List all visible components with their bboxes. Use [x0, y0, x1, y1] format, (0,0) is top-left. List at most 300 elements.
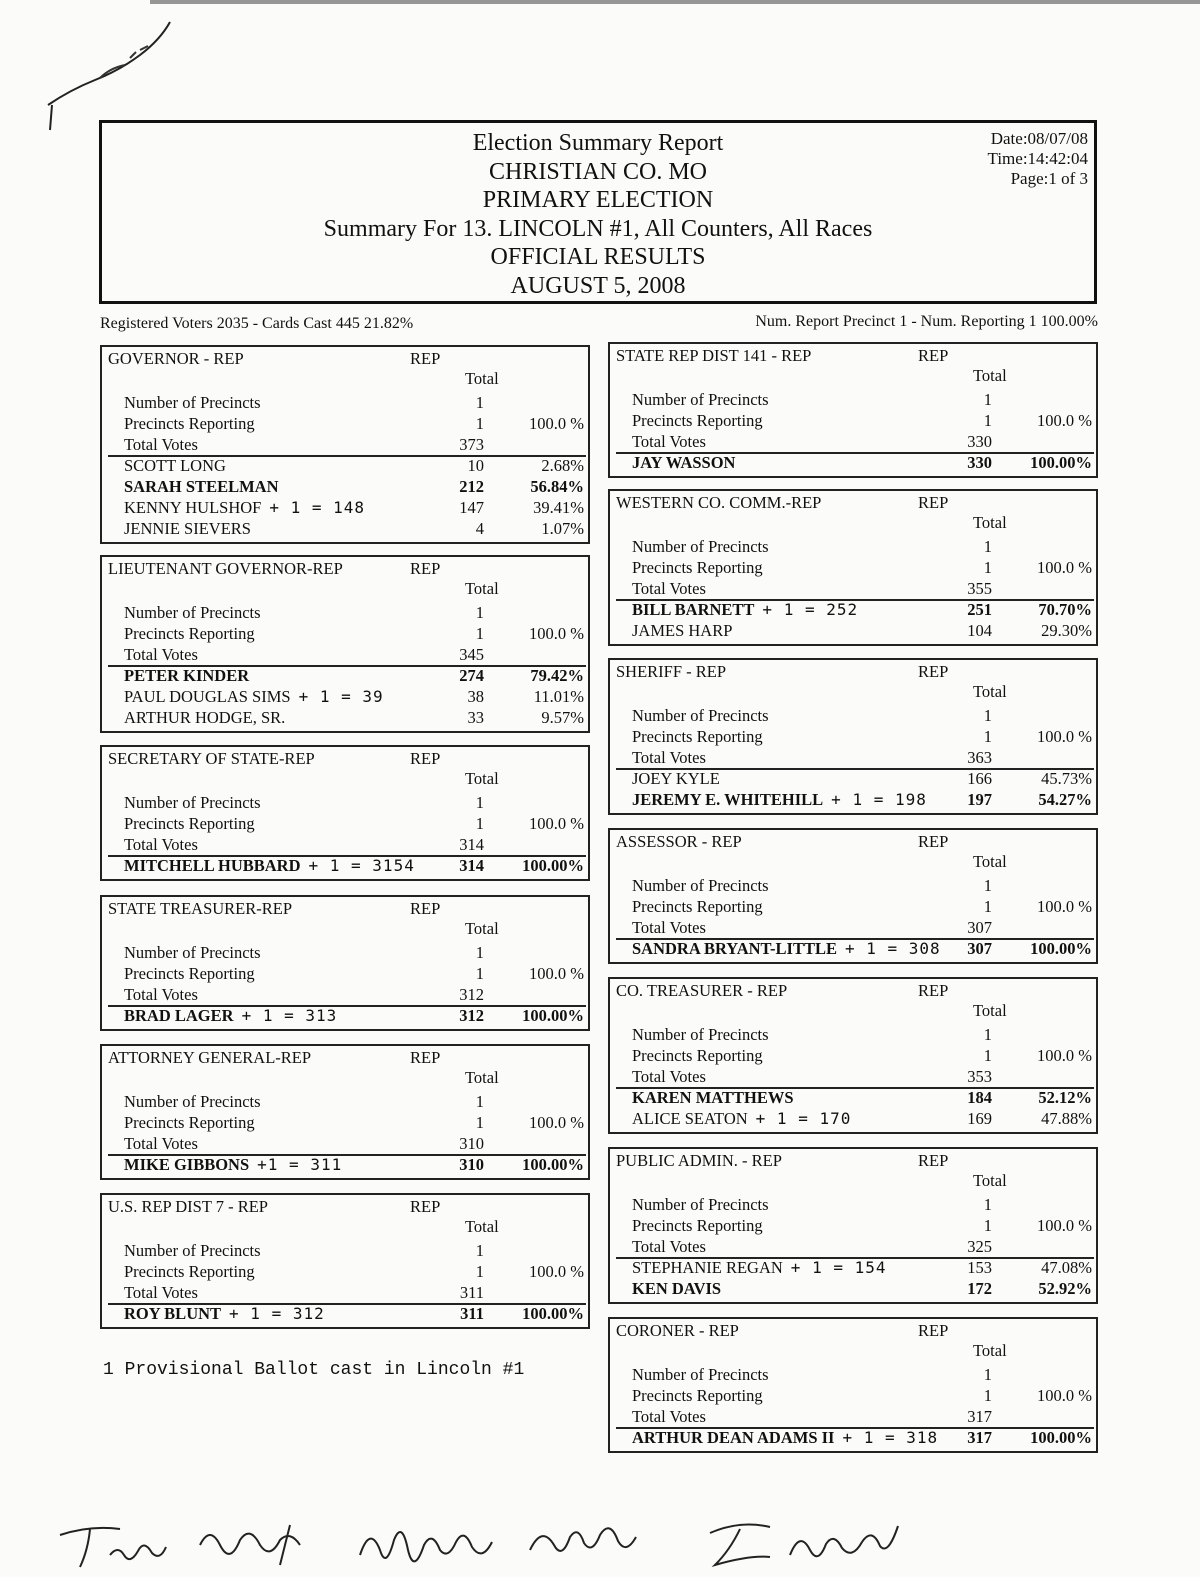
row-label: Number of Precincts	[632, 1195, 769, 1214]
report-meta	[988, 129, 1088, 189]
row-value: 1	[983, 1386, 992, 1405]
summary-scope: Summary For 13. LINCOLN #1, All Counters, All Races	[323, 215, 873, 242]
header-title-block	[102, 129, 1094, 300]
candidate-name: ARTHUR DEAN ADAMS II	[632, 1428, 835, 1447]
race-title: SECRETARY OF STATE-REP	[108, 749, 315, 768]
total-column-header: Total	[465, 919, 499, 938]
results-status: OFFICIAL RESULTS	[490, 244, 706, 270]
candidate-percent: 100.00%	[1030, 939, 1092, 958]
race-box	[608, 342, 1098, 478]
precincts-reporting-row	[102, 964, 588, 985]
candidate-row	[610, 600, 1096, 621]
handwritten-adjustment: + 1 = 312	[229, 1304, 325, 1323]
row-percent: 100.0 %	[1037, 727, 1092, 746]
race-box	[608, 658, 1098, 815]
candidate-votes: 33	[467, 708, 484, 727]
number-of-precincts-row	[102, 393, 588, 414]
row-label: Number of Precincts	[124, 943, 261, 962]
total-column-header: Total	[465, 1068, 499, 1087]
race-box	[100, 1044, 590, 1180]
row-label: Precincts Reporting	[124, 814, 255, 833]
race-title: CORONER - REP	[616, 1321, 739, 1340]
candidate-name: JAY WASSON	[632, 453, 736, 472]
row-label: Number of Precincts	[124, 793, 261, 812]
row-label: Total Votes	[632, 1067, 706, 1086]
number-of-precincts-row	[610, 537, 1096, 558]
row-value: 1	[475, 603, 484, 622]
candidate-votes: 38	[467, 687, 484, 706]
row-label: Total Votes	[124, 985, 198, 1004]
row-value: 317	[967, 1407, 992, 1426]
candidate-percent: 39.41%	[533, 498, 584, 517]
total-votes-row	[610, 918, 1096, 939]
precincts-reporting-row	[610, 411, 1096, 432]
race-box	[608, 977, 1098, 1134]
row-value: 1	[475, 1113, 484, 1132]
precincts-reporting-row	[102, 624, 588, 645]
candidate-votes: 4	[475, 519, 484, 538]
total-votes-row	[610, 432, 1096, 453]
total-votes-row	[610, 1407, 1096, 1428]
report-date: Date:08/07/08	[990, 129, 1088, 148]
row-percent: 100.0 %	[1037, 1386, 1092, 1405]
race-box	[608, 1317, 1098, 1453]
candidate-label	[124, 708, 285, 728]
candidate-label	[632, 939, 941, 959]
race-party: REP	[918, 832, 949, 851]
candidate-name: JEREMY E. WHITEHILL	[632, 790, 824, 809]
race-box	[608, 1147, 1098, 1304]
race-title: PUBLIC ADMIN. - REP	[616, 1151, 782, 1170]
candidate-name: BRAD LAGER	[124, 1006, 234, 1025]
race-title: STATE REP DIST 141 - REP	[616, 346, 812, 365]
total-column-header: Total	[465, 579, 499, 598]
candidate-label	[124, 519, 251, 539]
candidate-votes: 251	[967, 600, 992, 619]
row-value: 330	[967, 432, 992, 451]
provisional-note: 1 Provisional Ballot cast in Lincoln #1	[103, 1360, 525, 1380]
candidate-name: BILL BARNETT	[632, 600, 755, 619]
candidate-name: ARTHUR HODGE, SR.	[124, 708, 286, 727]
number-of-precincts-row	[102, 1241, 588, 1262]
candidate-label	[124, 687, 384, 707]
candidate-percent: 56.84%	[530, 477, 584, 496]
candidate-row	[610, 621, 1096, 642]
total-votes-row	[102, 645, 588, 666]
row-label: Total Votes	[632, 1407, 706, 1426]
candidate-name: PETER KINDER	[124, 666, 250, 685]
row-label: Total Votes	[632, 748, 706, 767]
row-label: Total Votes	[632, 1237, 706, 1256]
race-title: WESTERN CO. COMM.-REP	[616, 493, 822, 512]
handwritten-adjustment: + 1 = 318	[842, 1428, 939, 1447]
row-value: 1	[475, 793, 484, 812]
race-box	[100, 895, 590, 1031]
candidate-row	[102, 856, 588, 877]
total-column-header: Total	[973, 1341, 1007, 1360]
candidate-percent: 9.57%	[541, 708, 584, 727]
total-votes-row	[102, 1134, 588, 1155]
total-column-header: Total	[465, 769, 499, 788]
row-value: 1	[475, 1092, 484, 1111]
number-of-precincts-row	[610, 876, 1096, 897]
election-type: PRIMARY ELECTION	[482, 187, 714, 213]
row-value: 1	[475, 814, 484, 833]
row-value: 373	[459, 435, 484, 454]
handwritten-adjustment: + 1 = 308	[844, 939, 941, 958]
race-party: REP	[918, 1151, 949, 1170]
candidate-row	[610, 939, 1096, 960]
total-column-header: Total	[973, 366, 1007, 385]
candidate-percent: 100.00%	[522, 856, 584, 875]
row-label: Total Votes	[632, 918, 706, 937]
candidate-label	[632, 769, 720, 789]
candidate-row	[610, 1258, 1096, 1279]
candidate-name: STEPHANIE REGAN	[632, 1258, 783, 1277]
candidate-votes: 197	[967, 790, 992, 809]
race-party: REP	[918, 346, 949, 365]
precincts-reporting-row	[610, 897, 1096, 918]
precincts-reporting-row	[610, 727, 1096, 748]
race-party: REP	[410, 1048, 441, 1067]
precinct-reporting-line: Num. Report Precinct 1 - Num. Reporting 1 100.00%	[755, 313, 1098, 330]
number-of-precincts-row	[102, 793, 588, 814]
candidate-row	[610, 1088, 1096, 1109]
row-percent: 100.0 %	[1037, 1046, 1092, 1065]
candidate-name: PAUL DOUGLAS SIMS	[124, 687, 291, 706]
row-value: 363	[967, 748, 992, 767]
candidate-percent: 2.68%	[541, 456, 584, 475]
row-label: Number of Precincts	[124, 603, 261, 622]
race-box	[100, 555, 590, 733]
total-votes-row	[102, 985, 588, 1006]
candidate-name: SANDRA BRYANT-LITTLE	[632, 939, 837, 958]
row-label: Total Votes	[632, 432, 706, 451]
row-value: 1	[983, 390, 992, 409]
total-votes-row	[610, 1067, 1096, 1088]
candidate-label	[124, 1155, 342, 1175]
total-column-header: Total	[973, 1001, 1007, 1020]
precincts-reporting-row	[610, 1386, 1096, 1407]
row-value: 1	[983, 706, 992, 725]
number-of-precincts-row	[610, 706, 1096, 727]
handwritten-adjustment: + 1 = 148	[269, 498, 366, 517]
handwritten-adjustment: + 1 = 39	[298, 687, 384, 706]
row-value: 1	[475, 1262, 484, 1281]
candidate-label	[632, 1088, 794, 1108]
row-value: 1	[983, 1216, 992, 1235]
precincts-reporting-row	[102, 414, 588, 435]
precincts-reporting-row	[610, 1216, 1096, 1237]
candidate-name: KEN DAVIS	[632, 1279, 722, 1298]
candidate-row	[102, 498, 588, 519]
report-title: Election Summary Report	[472, 130, 724, 156]
total-votes-row	[102, 435, 588, 456]
total-votes-row	[610, 1237, 1096, 1258]
candidate-name: SARAH STEELMAN	[124, 477, 279, 496]
report-page: Page:1 of 3	[1010, 169, 1088, 188]
handwritten-adjustment: +1 = 311	[257, 1155, 343, 1174]
candidate-percent: 100.00%	[522, 1155, 584, 1174]
candidate-row	[610, 1428, 1096, 1449]
total-column-header: Total	[973, 1171, 1007, 1190]
race-party: REP	[918, 981, 949, 1000]
race-party: REP	[918, 1321, 949, 1340]
number-of-precincts-row	[610, 390, 1096, 411]
total-column-header: Total	[465, 1217, 499, 1236]
candidate-votes: 153	[967, 1258, 992, 1277]
candidate-votes: 307	[967, 939, 992, 958]
race-box	[100, 345, 590, 544]
handwritten-adjustment: + 1 = 252	[762, 600, 859, 619]
candidate-votes: 311	[460, 1304, 484, 1323]
candidate-row	[610, 1279, 1096, 1300]
candidate-label	[124, 666, 249, 686]
row-label: Precincts Reporting	[632, 558, 763, 577]
row-value: 1	[475, 624, 484, 643]
county-name: CHRISTIAN CO. MO	[488, 158, 707, 185]
row-label: Total Votes	[124, 435, 198, 454]
candidate-percent: 45.73%	[1041, 769, 1092, 788]
row-label: Number of Precincts	[632, 1365, 769, 1384]
race-box	[608, 489, 1098, 646]
report-header	[99, 120, 1097, 304]
candidate-percent: 70.70%	[1038, 600, 1092, 619]
row-value: 1	[475, 1241, 484, 1260]
candidate-row	[102, 687, 588, 708]
candidate-percent: 79.42%	[530, 666, 584, 685]
candidate-votes: 166	[967, 769, 992, 788]
candidate-name: KAREN MATTHEWS	[632, 1088, 794, 1107]
row-label: Precincts Reporting	[632, 897, 763, 916]
candidate-row	[102, 666, 588, 687]
candidate-name: MIKE GIBBONS	[124, 1155, 250, 1174]
candidate-name: ALICE SEATON	[632, 1109, 748, 1128]
candidate-name: JENNIE SIEVERS	[124, 519, 251, 538]
race-party: REP	[918, 662, 949, 681]
row-value: 1	[983, 558, 992, 577]
row-percent: 100.0 %	[1037, 897, 1092, 916]
number-of-precincts-row	[102, 603, 588, 624]
candidate-name: MITCHELL HUBBARD	[124, 856, 301, 875]
candidate-percent: 100.00%	[522, 1304, 584, 1323]
row-label: Number of Precincts	[632, 537, 769, 556]
row-label: Total Votes	[124, 1134, 198, 1153]
candidate-row	[102, 477, 588, 498]
handwritten-adjustment: + 1 = 313	[241, 1006, 338, 1025]
row-label: Precincts Reporting	[124, 964, 255, 983]
race-party: REP	[410, 899, 441, 918]
row-label: Precincts Reporting	[632, 727, 763, 746]
candidate-percent: 29.30%	[1041, 621, 1092, 640]
candidate-name: JOEY KYLE	[632, 769, 720, 788]
row-label: Total Votes	[124, 1283, 198, 1302]
candidate-label	[124, 456, 226, 476]
race-party: REP	[410, 349, 441, 368]
row-value: 307	[967, 918, 992, 937]
row-percent: 100.0 %	[529, 1113, 584, 1132]
row-value: 1	[983, 876, 992, 895]
race-box	[100, 745, 590, 881]
candidate-label	[632, 1428, 938, 1448]
candidate-row	[102, 708, 588, 729]
candidate-percent: 54.27%	[1038, 790, 1092, 809]
row-value: 345	[459, 645, 484, 664]
number-of-precincts-row	[610, 1025, 1096, 1046]
row-label: Number of Precincts	[632, 1025, 769, 1044]
precincts-reporting-row	[102, 1113, 588, 1134]
total-votes-row	[102, 1283, 588, 1304]
candidate-votes: 310	[459, 1155, 484, 1174]
row-value: 1	[983, 411, 992, 430]
race-title: U.S. REP DIST 7 - REP	[108, 1197, 268, 1216]
number-of-precincts-row	[102, 943, 588, 964]
row-value: 1	[983, 1365, 992, 1384]
race-title: STATE TREASURER-REP	[108, 899, 293, 918]
row-value: 353	[967, 1067, 992, 1086]
candidate-label	[124, 498, 365, 518]
candidate-name: JAMES HARP	[632, 621, 733, 640]
row-value: 311	[459, 1283, 484, 1302]
row-value: 1	[475, 393, 484, 412]
total-column-header: Total	[973, 513, 1007, 532]
candidate-votes: 317	[967, 1428, 992, 1447]
candidate-votes: 330	[967, 453, 992, 472]
candidate-percent: 52.92%	[1038, 1279, 1092, 1298]
row-label: Precincts Reporting	[632, 1046, 763, 1065]
candidate-votes: 184	[967, 1088, 992, 1107]
candidate-name: ROY BLUNT	[124, 1304, 222, 1323]
row-value: 325	[967, 1237, 992, 1256]
candidate-votes: 312	[459, 1006, 484, 1025]
candidate-label	[632, 1109, 851, 1129]
row-percent: 100.0 %	[529, 964, 584, 983]
precincts-reporting-row	[102, 1262, 588, 1283]
row-value: 1	[983, 1025, 992, 1044]
candidate-row	[610, 453, 1096, 474]
candidate-percent: 100.00%	[1030, 453, 1092, 472]
row-value: 312	[459, 985, 484, 1004]
total-column-header: Total	[973, 682, 1007, 701]
candidate-label	[632, 1279, 721, 1299]
race-party: REP	[410, 1197, 441, 1216]
race-party: REP	[918, 493, 949, 512]
total-votes-row	[610, 748, 1096, 769]
row-label: Total Votes	[124, 835, 198, 854]
candidate-votes: 10	[467, 456, 484, 475]
row-value: 314	[459, 835, 484, 854]
candidate-label	[632, 453, 735, 473]
candidate-votes: 104	[967, 621, 992, 640]
row-value: 1	[983, 897, 992, 916]
row-value: 1	[475, 964, 484, 983]
row-percent: 100.0 %	[1037, 411, 1092, 430]
race-box	[608, 828, 1098, 964]
handwritten-adjustment: + 1 = 3154	[308, 856, 415, 875]
row-label: Total Votes	[124, 645, 198, 664]
row-value: 355	[967, 579, 992, 598]
candidate-label	[632, 790, 927, 810]
candidate-percent: 47.08%	[1041, 1258, 1092, 1277]
row-percent: 100.0 %	[529, 1262, 584, 1281]
candidate-percent: 47.88%	[1041, 1109, 1092, 1128]
row-label: Precincts Reporting	[632, 1216, 763, 1235]
candidate-row	[610, 1109, 1096, 1130]
candidate-row	[610, 790, 1096, 811]
row-percent: 100.0 %	[1037, 1216, 1092, 1235]
number-of-precincts-row	[102, 1092, 588, 1113]
candidate-label	[632, 1258, 887, 1278]
judges-signatures	[50, 1515, 950, 1575]
row-label: Precincts Reporting	[632, 1386, 763, 1405]
race-party: REP	[410, 559, 441, 578]
row-value: 1	[475, 943, 484, 962]
candidate-votes: 274	[459, 666, 484, 685]
row-value: 310	[459, 1134, 484, 1153]
handwritten-adjustment: + 1 = 170	[755, 1109, 852, 1128]
candidate-row	[102, 1155, 588, 1176]
candidate-votes: 172	[967, 1279, 992, 1298]
race-title: GOVERNOR - REP	[108, 349, 244, 368]
candidate-name: SCOTT LONG	[124, 456, 226, 475]
registered-voters-line: Registered Voters 2035 - Cards Cast 445 21.82%	[100, 315, 414, 332]
row-label: Number of Precincts	[124, 1092, 261, 1111]
candidate-label	[124, 477, 279, 497]
candidate-name: KENNY HULSHOF	[124, 498, 262, 517]
candidate-label	[632, 600, 858, 620]
candidate-label	[124, 856, 415, 876]
total-votes-row	[610, 579, 1096, 600]
candidate-row	[102, 456, 588, 477]
precincts-reporting-row	[610, 558, 1096, 579]
row-label: Number of Precincts	[124, 393, 261, 412]
row-label: Number of Precincts	[632, 876, 769, 895]
row-label: Precincts Reporting	[632, 411, 763, 430]
race-title: CO. TREASURER - REP	[616, 981, 788, 1000]
candidate-votes: 314	[459, 856, 484, 875]
total-column-header: Total	[465, 369, 499, 388]
precincts-reporting-row	[102, 814, 588, 835]
handwritten-adjustment: + 1 = 154	[790, 1258, 887, 1277]
row-percent: 100.0 %	[529, 414, 584, 433]
candidate-row	[102, 1006, 588, 1027]
candidate-votes: 147	[459, 498, 484, 517]
row-percent: 100.0 %	[529, 624, 584, 643]
candidate-percent: 100.00%	[522, 1006, 584, 1025]
candidate-percent: 11.01%	[533, 687, 584, 706]
row-value: 1	[983, 1046, 992, 1065]
total-column-header: Total	[973, 852, 1007, 871]
row-percent: 100.0 %	[529, 814, 584, 833]
row-value: 1	[475, 414, 484, 433]
row-label: Total Votes	[632, 579, 706, 598]
precincts-reporting-row	[610, 1046, 1096, 1067]
row-value: 1	[983, 1195, 992, 1214]
election-date: AUGUST 5, 2008	[510, 272, 686, 299]
number-of-precincts-row	[610, 1195, 1096, 1216]
race-title: SHERIFF - REP	[616, 662, 727, 681]
candidate-row	[102, 1304, 588, 1325]
candidate-label	[124, 1304, 325, 1324]
candidate-votes: 169	[967, 1109, 992, 1128]
report-time: Time:14:42:04	[987, 149, 1088, 168]
row-label: Number of Precincts	[124, 1241, 261, 1260]
candidate-percent: 1.07%	[541, 519, 584, 538]
candidate-label	[632, 621, 732, 641]
number-of-precincts-row	[610, 1365, 1096, 1386]
row-label: Precincts Reporting	[124, 1113, 255, 1132]
row-label: Precincts Reporting	[124, 1262, 255, 1281]
